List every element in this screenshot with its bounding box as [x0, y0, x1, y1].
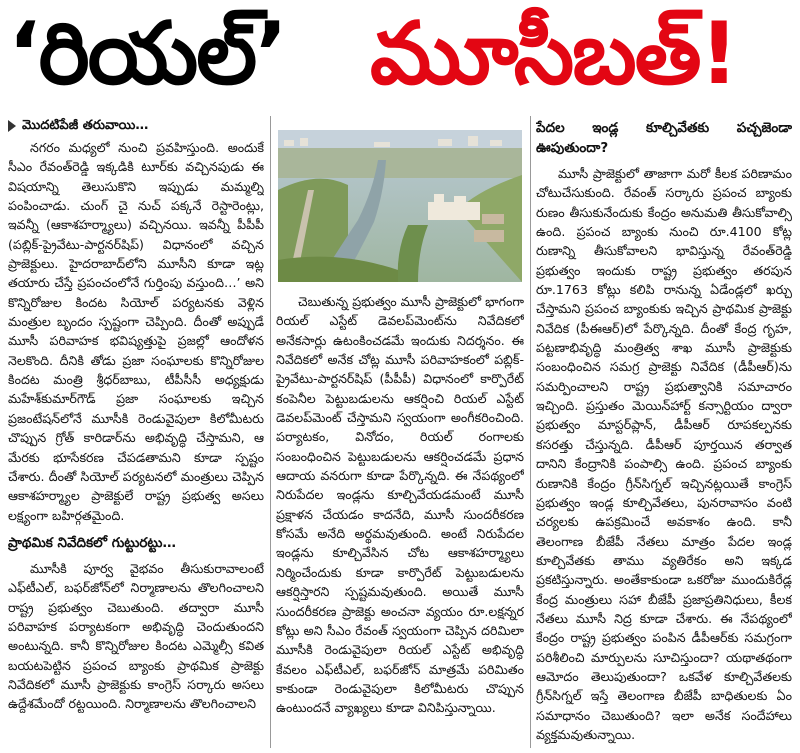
- article-paragraph: మూసీకి పూర్వ వైభవం తీసుకురావాలంటే ఎఫ్‌టీఎల్, బఫర్‌జోన్‌లో నిర్మాణాలను తొలగించాలని రాష్ట్ర ప్రభుత్వం చెబుతుంది. తద్వారా మూసీ పరివాహక పర్యాటకంగా అభివృద్ధి చెందుతుందని అంటున్నది. కానీ కొన్నిరోజుల కిందట ఎమ్మెల్సీ కవిత బయటపెట్టిన ప్రపంచ బ్యాంకు ప్రాథమిక ప్రాజెక్టు నివేదికలో మూసీ ప్రాజెక్టుకు కాంగ్రెస్ సర్కారు అసలు ఉద్దేశమేందో రట్టయింది. నిర్మాణాలను తొలగించాలని: [8, 560, 264, 712]
- continued-kicker: [8, 116, 264, 136]
- article-column-3: [536, 116, 792, 748]
- article-paragraph: మూసీ ప్రాజెక్టులో తాజాగా మరో కీలక పరిణామం చోటుచేసుకుంది. రేవంత్ సర్కారు ప్రపంచ బ్యాంకు రుణం తీసుకునేందుకు కేంద్రం అనుమతి తీసుకోవాల్సి ఉంది. ప్రపంచ బ్యాంకు నుంచి రూ.4100 కోట్ల రుణాన్ని తీసుకోవాలని భావిస్తున్న రేవంత్‌రెడ్డి ప్రభుత్వం ఇందుకు రాష్ట్ర ప్రభుత్వం తరపున రూ.1763 కోట్లు కలిపి రానున్న ఏడేండ్లలో ఖర్చు చేస్తామని ప్రపంచ బ్యాంకుకు ఇచ్చిన ప్రాథమిక ప్రాజెక్టు నివేదిక (పీఈఆర్)లో పేర్కొన్నది. దీంతో కేంద్ర గృహ, పట్టణాభివృద్ధి మంత్రిత్వ శాఖ మూసీ ప్రాజెక్టుకు సంబంధించిన సమగ్ర ప్రాజెక్టు నివేదిక (డీపీఆర్)ను సమర్పించాలని రాష్ట్ర ప్రభుత్వానికి సమాచారం ఇచ్చింది. ప్రస్తుతం మెయిన్‌హార్ట్ కన్సార్టియం ద్వారా ప్రభుత్వం మాస్టర్‌ప్లాన్, డీపీఆర్ రూపకల్పనకు కసరత్తు చేస్తున్నది. డీపీఆర్ పూర్తయిన తర్వాత దానిని కేంద్రానికి పంపాల్సి ఉంది. ప్రపంచ బ్యాంకు రుణానికి కేంద్రం గ్రీన్‌సిగ్నల్ ఇచ్చినట్లయితే కాంగ్రెస్ ప్రభుత్వం ఇండ్ల కూల్చివేతలు, పునరావాసం వంటి చర్యలకు ఉపక్రమించే అవకాశం ఉంది. కానీ తెలంగాణ బీజేపీ నేతలు మాత్రం పేదల ఇండ్ల కూల్చివేతకు తాము వ్యతిరేకం అని ఇక్కడ ప్రకటిస్తున్నారు. అంతేకాకుండా ఒకరోజు ముందుకిరేడ్ల కేంద్ర మంత్రులు సహా బీజేపీ ప్రజాప్రతినిధులు, కీలక నేతలు మూసీ నిద్ర కూడా చేశారు. ఈ నేపథ్యంలో కేంద్రం రాష్ట్ర ప్రభుత్వం పంపిన డీపీఆర్‌కు సమగ్రంగా పరిశీలించి మార్పులను సూచిస్తుందా? యథాతథంగా ఆమోదం తెలుపుతుందా? ఒకవేళ కూల్చివేతలకు గ్రీన్‌సిగ్నల్ ఇస్తే తెలంగాణ బీజేపీ బాధితులకు ఏం సమాధానం చెబుతుంది? ఇలా అనేక సందేహాలు వ్యక్తమవుతున్నాయి.: [536, 166, 792, 742]
- article-paragraph: చెబుతున్న ప్రభుత్వం మూసీ ప్రాజెక్టులో భాగంగా రియల్ ఎస్టేట్ డెవలప్‌మెంట్‌ను నివేదికలో అనేకసార్లు ఉటంకించడమే ఇందుకు నిదర్శనం. ఈ నివేదికలో అనేక చోట్ల మూసీ పరివాహకంలో పబ్లిక్-ప్రైవేటు-పార్టనర్‌షిప్ (పీపీపీ) విధానంలో కార్పొరేట్ కంపెనీల పెట్టుబడులను ఆకర్షించి రియల్ ఎస్టేట్ డెవలప్‌మెంట్ చేస్తామని స్వయంగా అంగీకరించింది. పర్యాటకం, వినోదం, రియల్ రంగాలకు సంబంధించిన పెట్టుబడులను ఆకర్షించడమే ప్రధాన ఆదాయ వనరుగా కూడా పేర్కొన్నది. ఈ నేపథ్యంలో నిరుపేదల ఇండ్లను కూల్చివేయడమంటే మూసీ ప్రక్షాళన చేయడం కాదనేది, మూసీ సుందరీకరణ కోసమే అనేది అర్థమవుతుంది. అంటే నిరుపేదల ఇండ్లను కూల్చివేసిన చోట ఆకాశహర్మ్యాలు నిర్మించేందుకు కూడా కార్పొరేట్ పెట్టుబడులను ఆకర్షిస్తారని స్పష్టమవుతుంది. అయితే మూసీ సుందరీకరణ ప్రాజెక్టు అంచనా వ్యయం రూ.లక్షన్నర కోట్లు అని సీఎం రేవంత్ స్వయంగా చెప్పిన దరిమిలా మూసీకి రెండువైపులా రియల్ ఎస్టేట్ అభివృద్ధి కేవలం ఎఫ్‌టీఎల్, బఫర్‌జోన్ మాత్రమే పరిమితం కాకుండా రెండువైపులా కిలోమీటరు చొప్పున ఉంటుందనే వ్యాఖ్యలు కూడా వినిపిస్తున్నాయి.: [276, 294, 524, 716]
- section-subhead: పేదల ఇండ్ల కూల్చివేతకు పచ్చజెండా ఊపుతుందా?: [536, 120, 792, 156]
- column-divider: [270, 116, 271, 748]
- headline-red-part: మూసీబత్!: [370, 4, 737, 104]
- aerial-river-photo: [278, 130, 522, 282]
- article-column-2: [276, 292, 524, 748]
- article-column-1: [8, 116, 264, 748]
- article-paragraph: నగరం మధ్యలో నుంచి ప్రవహిస్తుంది. అందుకే సీఎం రేవంత్‌రెడ్డి ఇక్కడికి టూర్‌కు వచ్చినపుడు ఈ విషయాన్ని తెలుసుకొని ఇప్పుడు మమ్మల్ని పంపించాడు. చుంగ్ చై నుచ్ పక్కనే రెస్టారెంట్లు, ఇవన్నీ (ఆకాశహర్మ్యాలు) వచ్చినయి. ఇవన్నీ పీపీపీ (పబ్లిక్-ప్రైవేటు-పార్టనర్‌షిప్) విధానంలో వచ్చిన ప్రాజెక్టులు. హైదరాబాద్‌లోని మూసీని కూడా ఇట్ల తయారు చేస్తే ప్రపంచంలోనే గుర్తింపు వస్తుంది…’ అని కొన్నిరోజుల కిందట సియోల్ పర్యటనకు వెళ్లిన మంత్రుల బృందం స్పష్టంగా చెప్పింది. దీంతో అప్పుడే మూసీ పరివాహక భవిష్యత్తుపై ప్రజల్లో ఆందోళన నెలకొంది. దీనికి తోడు ప్రజా సంఘాలకు కొన్నిరోజుల కిందట మంత్రి శ్రీధర్‌బాబు, టీపీసీసీ అధ్యక్షుడు మహేశ్‌కుమార్‌గౌడ్ ప్రజా సంఘాలకు ఇచ్చిన ప్రజంటేషన్‌లోనే మూసీకి రెండువైపులా కిలోమీటరు చొప్పున గ్రోత్ కారిడార్‌ను అభివృద్ధి చేస్తామని, ఆ మేరకు భూసేకరణ చేపడతామని కూడా స్పష్టం చేశారు. దీంతో సియోల్ పర్యటనలో మంత్రులు చెప్పిన ఆకాశహర్మ్యాల ప్రాజెక్టులే రాష్ట్ర ప్రభుత్వ అసలు లక్ష్యంగా బహిర్గతమైంది.: [8, 140, 264, 523]
- kicker-text: మొదటిపేజీ తరువాయి…: [22, 118, 149, 133]
- section-subhead: ప్రాథమిక నివేదికలో గుట్టురట్టు…: [8, 534, 176, 551]
- triangle-arrow-icon: [8, 120, 16, 132]
- column-divider: [530, 116, 531, 748]
- headline-black-part: ‘రియల్’: [8, 4, 286, 104]
- headline: [0, 0, 800, 108]
- river-image: [278, 130, 522, 282]
